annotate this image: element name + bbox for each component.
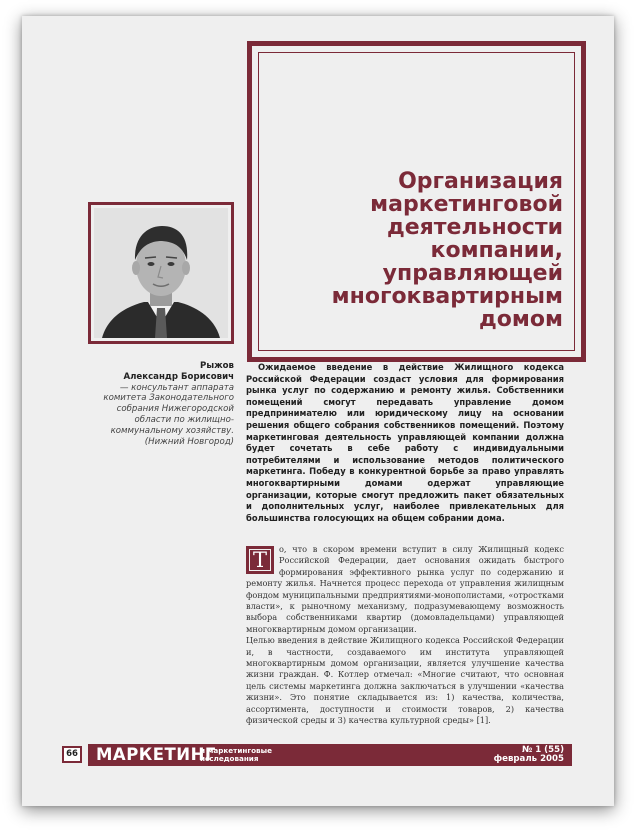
paragraph-text: о, что в скором времени вступит в силу Жилищный кодекс Российской Федерации, дает основания ожидать быстрого формирования эффективного рынка услуг по содержанию и ремонту жилья. Начнется процесс перехода от управления жилищным фондом муниципальными предприятиями-монополистами, «отростками власти», к рыночному механизму, подразумевающему возможность выбора собственниками квартир (домовладельцами) управляющей многоквартирным домом организации. — [246, 544, 564, 634]
title-line: домом — [479, 307, 563, 332]
article-title — [263, 170, 563, 331]
author-description: — консультант аппарата комитета Законодательного собрания Нижегородской области по жилищно-коммунальному хозяйству. (Нижний Новгород) — [103, 382, 234, 447]
magazine-page — [22, 16, 614, 806]
issue-number: № 1 (55) — [521, 745, 564, 755]
footer-bar — [88, 744, 572, 766]
title-line: многоквартирным — [331, 284, 563, 309]
page-number: 66 — [62, 746, 82, 763]
article-body — [246, 544, 564, 727]
brand-sub-line: и маркетинговые — [200, 746, 272, 755]
issue-info — [494, 746, 564, 765]
body-paragraph-2: Целью введения в действие Жилищного кодекса Российской Федерации и, в частности, создаваемого им института управляющей многоквартирным домом организации, является улучшение качества жизни граждан. Ф. Котлер отмечал: «Многие считают, что основная цель системы маркетинга должна заключаться в улучшении «качества жизни». Это понятие складывается из: 1) качества, количества, ассортимента, доступности и стоимости товаров, 2) качества физической среды и 3) качества культурной среды» [1]. — [246, 635, 564, 726]
issue-date: февраль 2005 — [493, 754, 564, 765]
magazine-brand-subtitle — [200, 747, 272, 763]
author-info — [88, 361, 234, 447]
author-name: Александр Борисович — [123, 371, 234, 382]
magazine-brand: МАРКЕТИНГ — [96, 745, 216, 764]
author-surname: Рыжов — [200, 361, 234, 371]
title-line: маркетинговой — [370, 192, 563, 217]
author-portrait-image — [94, 208, 228, 338]
title-line: компании, — [430, 238, 563, 263]
title-line: управляющей — [382, 261, 563, 286]
title-line: Организация — [398, 169, 563, 194]
title-line: деятельности — [386, 215, 563, 240]
body-paragraph-1 — [246, 544, 564, 635]
drop-cap: Т — [246, 546, 274, 574]
brand-sub-line: исследования — [200, 754, 259, 763]
title-frame — [247, 41, 586, 362]
author-photo — [94, 208, 228, 338]
page-footer — [62, 744, 572, 768]
author-photo-frame — [88, 202, 234, 344]
article-lead: Ожидаемое введение в действие Жилищного кодекса Российской Федерации создаст условия для формирования рынка услуг по содержанию и ремонту жилья. Собственники помещений смогут передавать управление домом предпринимателю или юридическому лицу на основании решения общего собрания собственников помещений. Поэтому маркетинговая деятельность управляющей компании должна будет сочетать в себе работу с индивидуальными потребителями и использование методов политического маркетинга. Победу в конкурентной борьбе за право управлять многоквартирными домами одержат управляющие организации, которые смогут предложить пакет обязательных и дополнительных услуг, наиболее привлекательных для большинства голосующих на общем собрании дома. — [246, 362, 564, 523]
